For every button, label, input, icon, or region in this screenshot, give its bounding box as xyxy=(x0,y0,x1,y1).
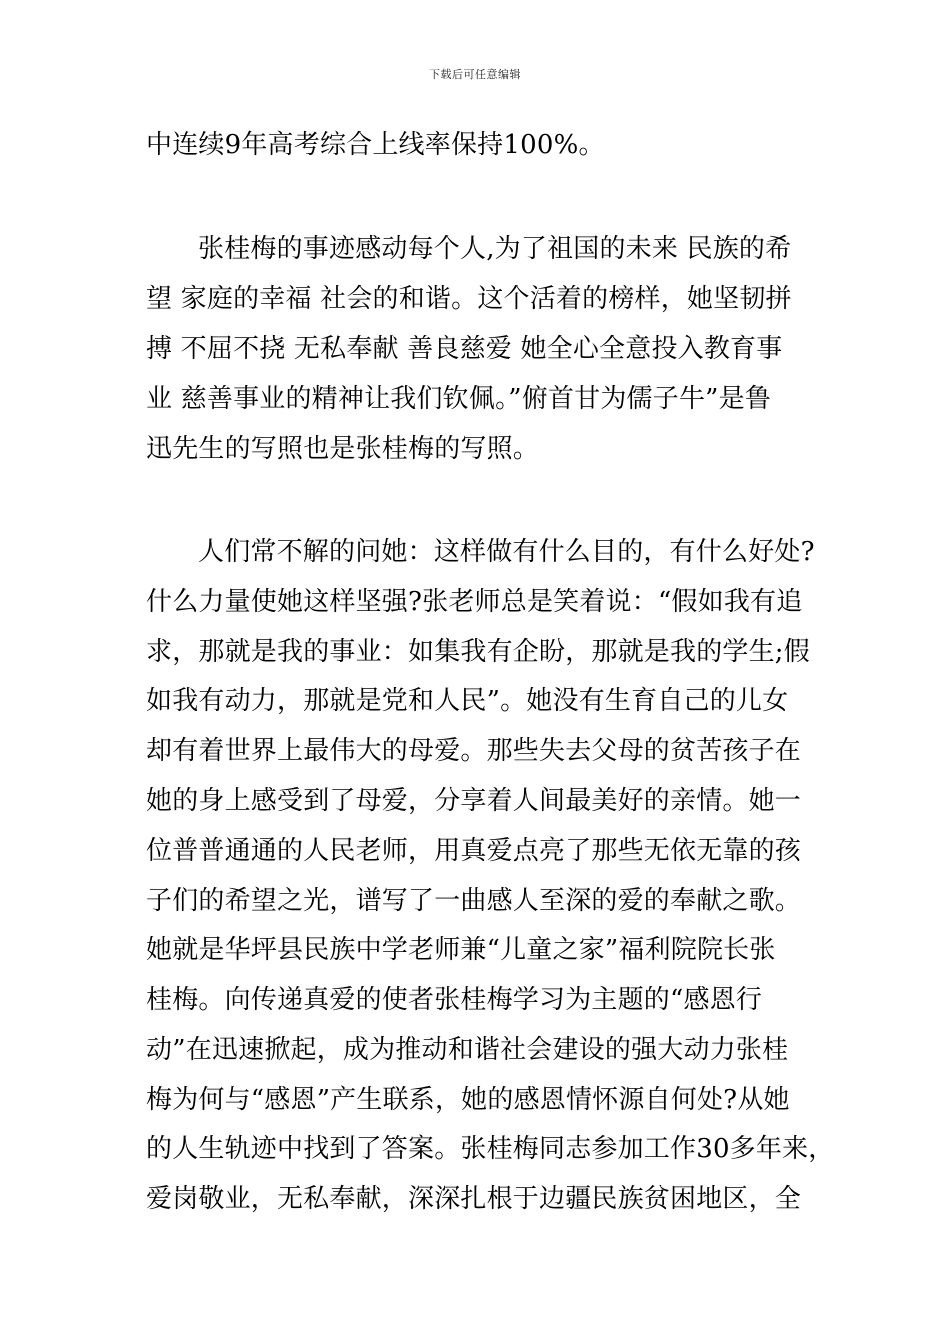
text-line: 她的身上感受到了母爱，分享着人间最美好的亲情。她一 xyxy=(146,786,802,816)
text-line: 业 慈善事业的精神让我们钦佩。”俯首甘为儒子牛”是鲁 xyxy=(146,384,772,414)
text-line: 中连续9年高考综合上线率保持100%。 xyxy=(146,130,605,160)
text-line: 张桂梅的事迹感动每个人,为了祖国的未来 民族的希 xyxy=(198,234,792,264)
text-line: 人们常不解的问她：这样做有什么目的，有什么好处? xyxy=(198,537,815,567)
text-line: 位普普通通的人民老师，用真爱点亮了那些无依无靠的孩 xyxy=(146,836,802,866)
text-line: 如我有动力，那就是党和人民”。她没有生育自己的儿女 xyxy=(146,686,789,716)
text-line: 什么力量使她这样坚强?张老师总是笑着说：“假如我有追 xyxy=(146,587,803,617)
text-line: 子们的希望之光，谱写了一曲感人至深的爱的奉献之歌。 xyxy=(146,886,802,916)
header-note: 下载后可任意编辑 xyxy=(429,68,521,81)
text-line: 却有着世界上最伟大的母爱。那些失去父母的贫苦孩子在 xyxy=(146,736,802,766)
text-line: 求，那就是我的事业：如集我有企盼，那就是我的学生;假 xyxy=(146,637,810,667)
text-line: 迅先生的写照也是张桂梅的写照。 xyxy=(146,434,540,464)
text-line: 她就是华坪县民族中学老师兼“儿童之家”福利院院长张 xyxy=(146,935,776,965)
text-line: 搏 不屈不挠 无私奉献 善良慈爱 她全心全意投入教育事 xyxy=(146,334,783,364)
text-line: 桂梅。向传递真爱的使者张桂梅学习为主题的“感恩行 xyxy=(146,985,763,1015)
text-line: 爱岗敬业，无私奉献，深深扎根于边疆民族贫困地区，全 xyxy=(146,1184,802,1214)
text-line: 的人生轨迹中找到了答案。张桂梅同志参加工作30多年来， xyxy=(146,1134,835,1164)
text-line: 动”在迅速掀起，成为推动和谐社会建设的强大动力张桂 xyxy=(146,1035,789,1065)
text-line: 望 家庭的幸福 社会的和谐。这个活着的榜样，她坚韧拼 xyxy=(146,284,792,314)
text-line: 梅为何与“感恩”产生联系，她的感恩情怀源自何处?从她 xyxy=(146,1085,790,1115)
